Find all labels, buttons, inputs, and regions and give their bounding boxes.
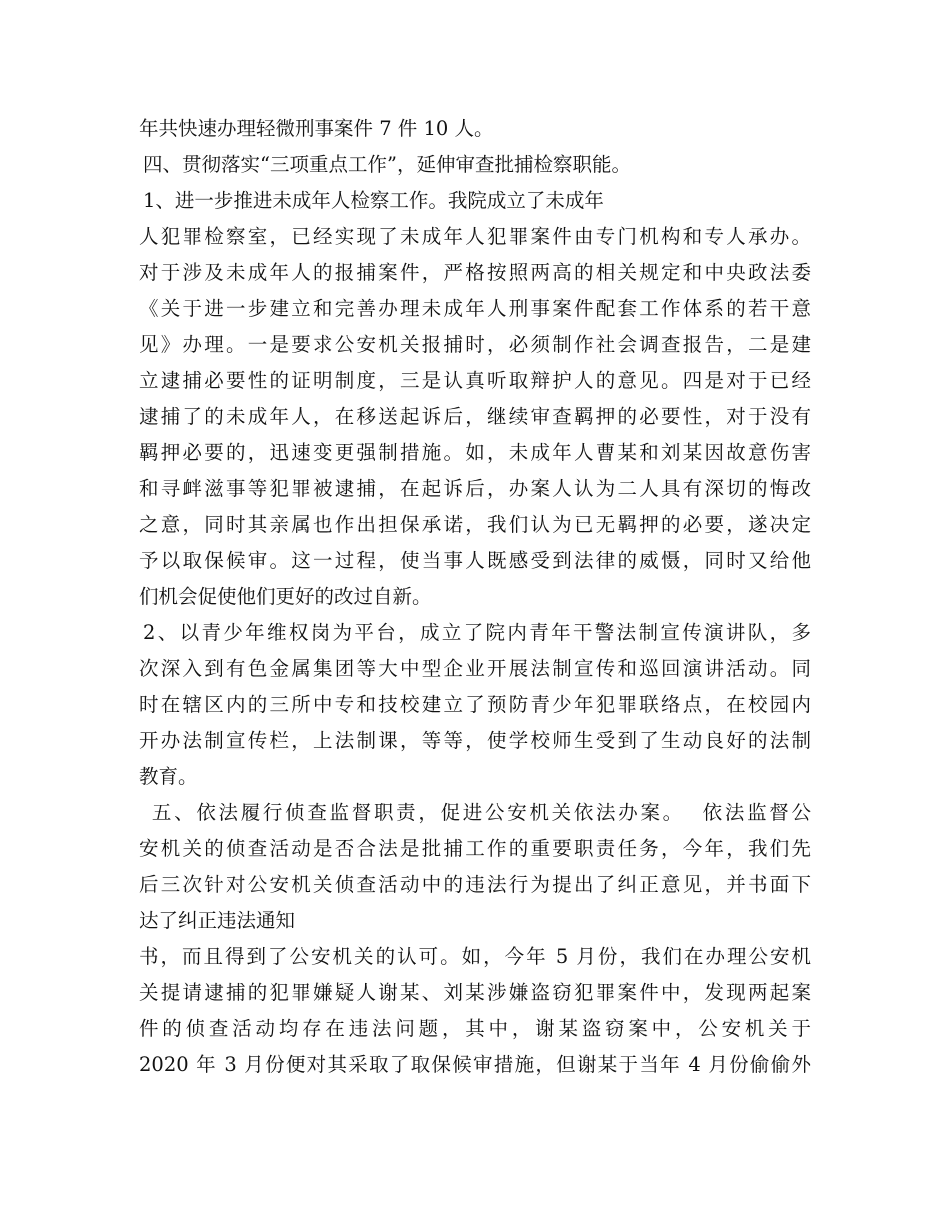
text-line: 逮捕了的未成年人，在移送起诉后，继续审查羁押的必要性，对于没有 (139, 405, 811, 428)
text-line: 关提请逮捕的犯罪嫌疑人谢某、刘某涉嫌盗窃犯罪案件中，发现两起案 (139, 981, 811, 1004)
text-line: 教育。 (139, 765, 198, 788)
text-line: 书，而且得到了公安机关的认可。如，今年 5 月份，我们在办理公安机 (139, 945, 811, 968)
text-line: 次深入到有色金属集团等大中型企业开展法制宣传和巡回演讲活动。同 (139, 657, 811, 680)
text-line: 时在辖区内的三所中专和技校建立了预防青少年犯罪联络点，在校园内 (139, 693, 811, 716)
text-line: 开办法制宣传栏，上法制课，等等，使学校师生受到了生动良好的法制 (139, 729, 811, 752)
text-line: 2、以青少年维权岗为平台，成立了院内青年干警法制宣传演讲队，多 (143, 621, 811, 644)
section-heading: 四、贯彻落实“三项重点工作”，延伸审查批捕检察职能。 (143, 153, 631, 176)
text-line: 和寻衅滋事等犯罪被逮捕，在起诉后，办案人认为二人具有深切的悔改 (139, 477, 811, 500)
text-line: 后三次针对公安机关侦查活动中的违法行为提出了纠正意见，并书面下 (139, 873, 811, 896)
section-heading: 五、依法履行侦查监督职责，促进公安机关依法办案。 依法监督公 (143, 801, 811, 824)
text-line: 《关于进一步建立和完善办理未成年人刑事案件配套工作体系的若干意 (139, 297, 811, 320)
text-line: 件的侦查活动均存在违法问题，其中，谢某盗窃案中，公安机关于 (139, 1017, 811, 1040)
text-line: 安机关的侦查活动是否合法是批捕工作的重要职责任务，今年，我们先 (139, 837, 811, 860)
text-line: 予以取保候审。这一过程，使当事人既感受到法律的威慑，同时又给他 (139, 549, 811, 572)
text-line: 1、进一步推进未成年人检察工作。我院成立了未成年 (143, 189, 604, 212)
text-line: 2020 年 3 月份便对其采取了取保候审措施，但谢某于当年 4 月份偷偷外 (139, 1053, 811, 1076)
text-line: 们机会促使他们更好的改过自新。 (139, 585, 432, 608)
text-line: 人犯罪检察室，已经实现了未成年人犯罪案件由专门机构和专人承办。 (139, 225, 811, 248)
text-line: 羁押必要的，迅速变更强制措施。如，未成年人曹某和刘某因故意伤害 (139, 441, 811, 464)
text-line: 对于涉及未成年人的报捕案件，严格按照两高的相关规定和中央政法委 (139, 261, 811, 284)
text-line: 达了纠正违法通知 (139, 909, 296, 932)
text-line: 之意，同时其亲属也作出担保承诺，我们认为已无羁押的必要，遂决定 (139, 513, 811, 536)
text-line: 立逮捕必要性的证明制度，三是认真听取辩护人的意见。四是对于已经 (139, 369, 811, 392)
text-line: 见》办理。一是要求公安机关报捕时，必须制作社会调查报告，二是建 (139, 333, 811, 356)
text-line: 年共快速办理轻微刑事案件 7 件 10 人。 (139, 117, 494, 140)
